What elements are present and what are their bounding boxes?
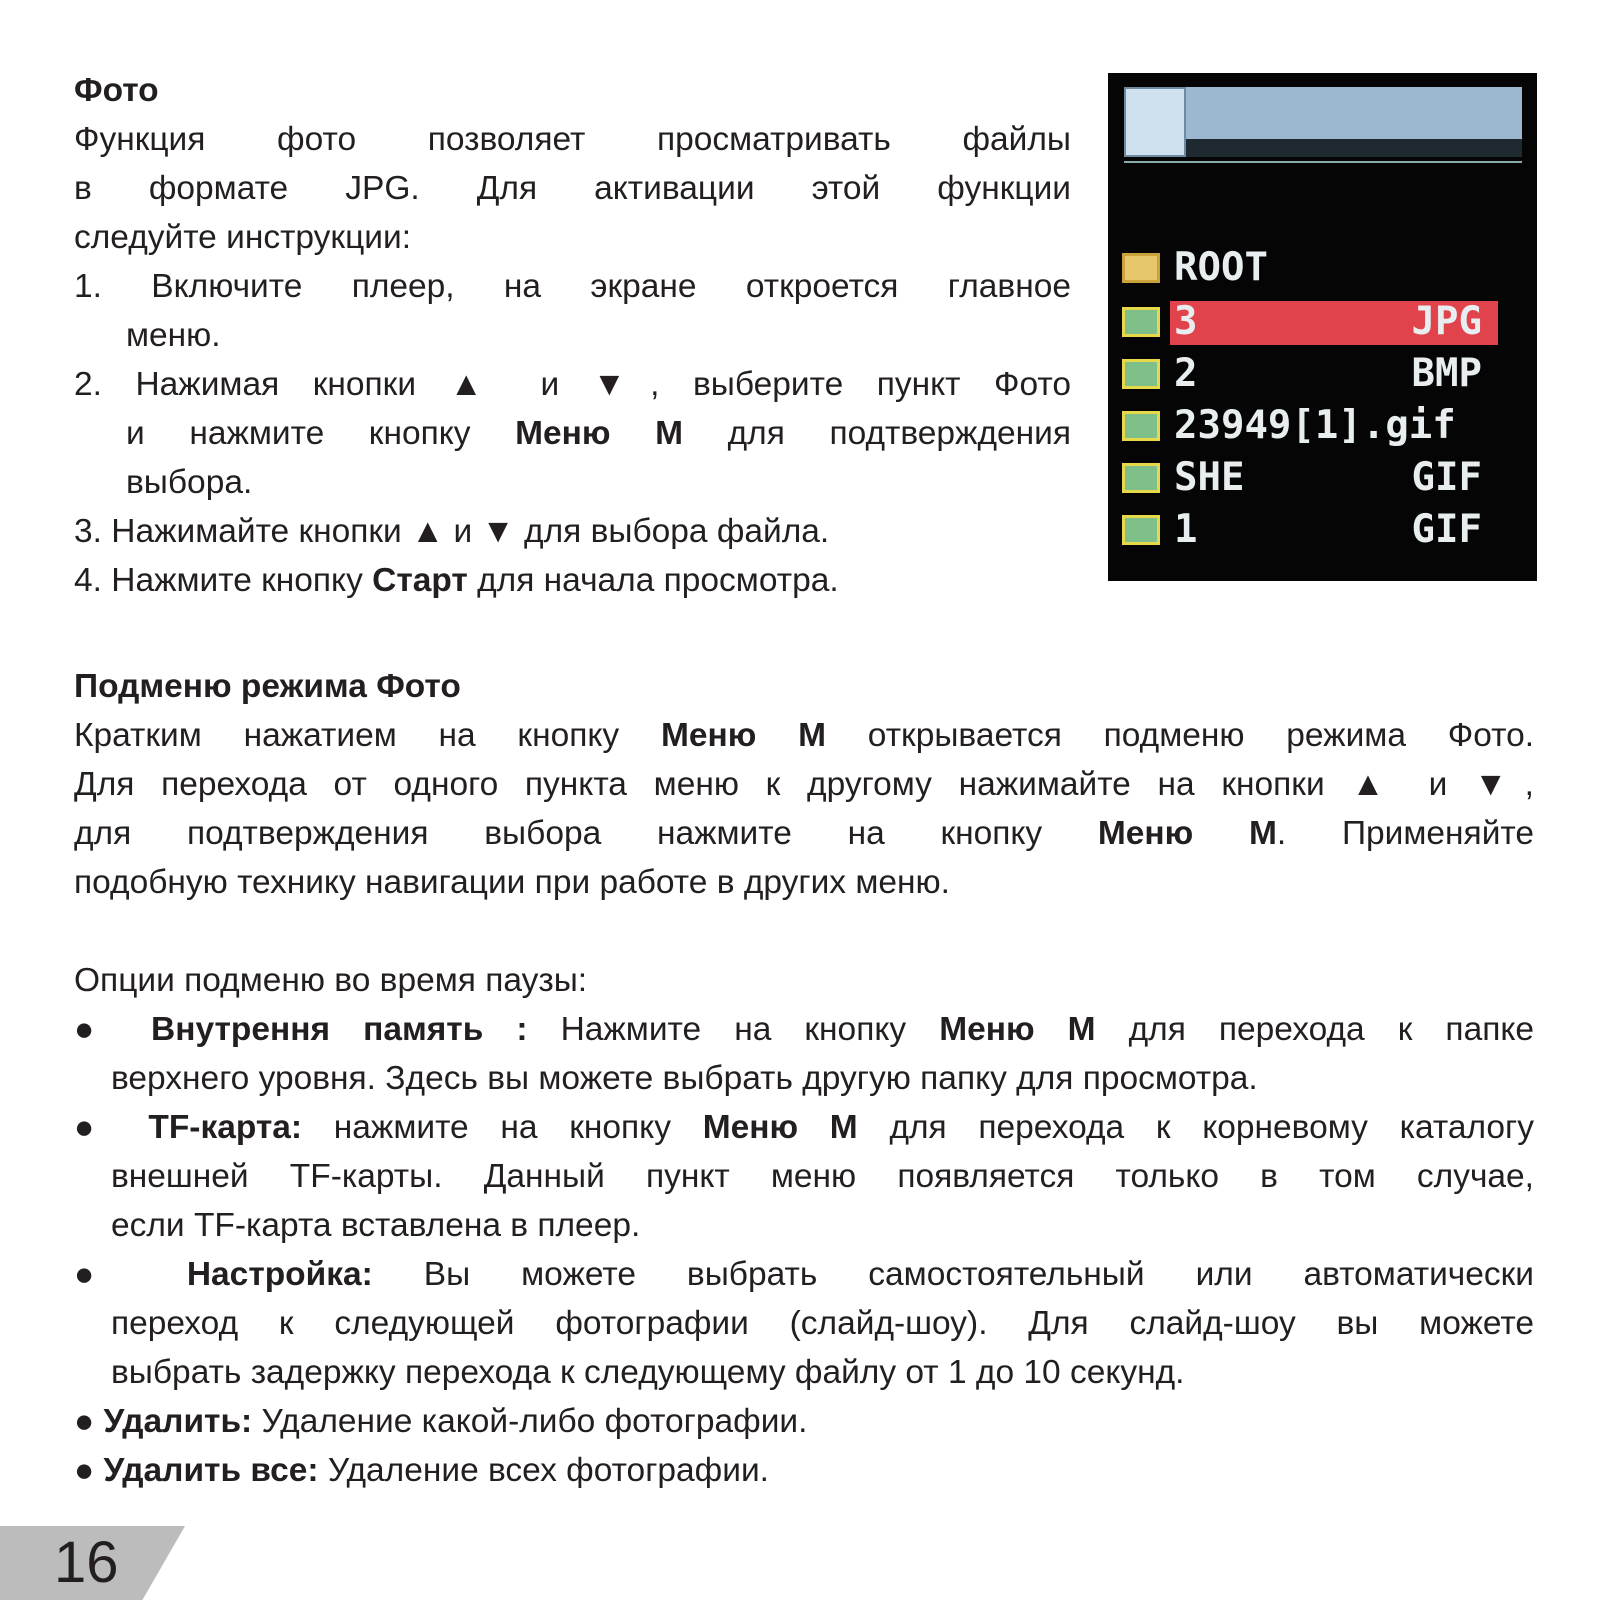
screen-file-row-selected [1122, 299, 1522, 345]
file-name: SHE [1174, 455, 1245, 500]
screen-file-row [1122, 403, 1522, 449]
option-settings-cont: выбрать задержку перехода к следующему файлу от 1 до 10 секунд. [111, 1354, 1185, 1391]
root-label: ROOT [1174, 245, 1268, 290]
option-internal-memory-cont: верхнего уровня. Здесь вы можете выбрать другую папку для просмотра. [111, 1060, 1258, 1097]
submenu-text-line: для подтверждения выбора нажмите на кнопку Меню М. Применяйте [74, 815, 1535, 852]
menu-m-label: Меню М [515, 415, 684, 452]
screen-file-row [1122, 351, 1522, 397]
image-file-icon [1122, 463, 1160, 493]
file-ext: GIF [1411, 455, 1482, 500]
pause-options-section [74, 956, 1534, 1495]
photo-section [74, 66, 1071, 605]
step-4-line: 4. Нажмите кнопку Старт для начала просмотра. [74, 562, 839, 599]
options-intro: Опции подменю во время паузы: [74, 962, 588, 999]
image-file-icon [1122, 307, 1160, 337]
image-file-icon [1122, 515, 1160, 545]
section-title-photo: Фото [74, 72, 159, 109]
section-title-submenu: Подменю режима Фото [74, 668, 461, 705]
option-tf-card: ● TF-карта: нажмите на кнопку Меню М для перехода к корневому каталогу [74, 1109, 1535, 1146]
image-file-icon [1122, 359, 1160, 389]
image-file-icon [1122, 411, 1160, 441]
photo-mode-icon [1124, 87, 1186, 157]
file-name: 23949[1].gif [1174, 403, 1456, 448]
option-tf-card-cont: внешней TF-карты. Данный пункт меню появляется только в том случае, [111, 1158, 1534, 1195]
submenu-text-line: Кратким нажатием на кнопку Меню М открывается подменю режима Фото. [74, 717, 1535, 754]
step-2-line: 2. Нажимая кнопки ▲ и ▼, выберите пункт Фото [74, 366, 1071, 403]
screen-root-row [1122, 245, 1522, 291]
file-ext: JPG [1411, 299, 1482, 344]
option-tf-card-cont: если TF-карта вставлена в плеер. [111, 1207, 641, 1244]
screen-divider [1124, 161, 1522, 163]
option-delete-all: ● Удалить все: Удаление всех фотографии. [74, 1452, 769, 1489]
submenu-text-line: подобную технику навигации при работе в других меню. [74, 864, 950, 901]
step-1-line: 1. Включите плеер, на экране откроется главное [74, 268, 1071, 305]
screen-file-row [1122, 507, 1522, 553]
file-name: 3 [1174, 299, 1198, 344]
file-name: 2 [1174, 351, 1198, 396]
page-number: 16 [54, 1530, 119, 1595]
player-screen-photo [1108, 73, 1537, 581]
intro-text-line: следуйте инструкции: [74, 219, 411, 256]
option-delete: ● Удалить: Удаление какой-либо фотографии. [74, 1403, 808, 1440]
intro-text-line: Функция фото позволяет просматривать файлы [74, 121, 1071, 158]
file-name: 1 [1174, 507, 1198, 552]
intro-text-line: в формате JPG. Для активации этой функции [74, 170, 1071, 207]
step-2-cont: выбора. [126, 464, 253, 501]
option-settings: ● Настройка: Вы можете выбрать самостоятельный или автоматически [74, 1256, 1534, 1293]
start-label: Старт [372, 562, 468, 599]
option-settings-cont: переход к следующей фотографии (слайд-шоу). Для слайд-шоу вы можете [111, 1305, 1534, 1342]
photo-submenu-section [74, 662, 1534, 907]
option-internal-memory: ● Внутрення память : Нажмите на кнопку Меню М для перехода к папке [74, 1011, 1535, 1048]
step-1-cont: меню. [126, 317, 221, 354]
step-2-cont: и нажмите кнопку Меню М для подтверждения [126, 415, 1072, 452]
screen-file-row [1122, 455, 1522, 501]
file-ext: BMP [1411, 351, 1482, 396]
folder-icon [1122, 253, 1160, 283]
file-ext: GIF [1411, 507, 1482, 552]
submenu-text-line: Для перехода от одного пункта меню к другому нажимайте на кнопки ▲ и ▼, [74, 766, 1534, 803]
step-3-line: 3. Нажимайте кнопки ▲ и ▼ для выбора файла. [74, 513, 830, 550]
